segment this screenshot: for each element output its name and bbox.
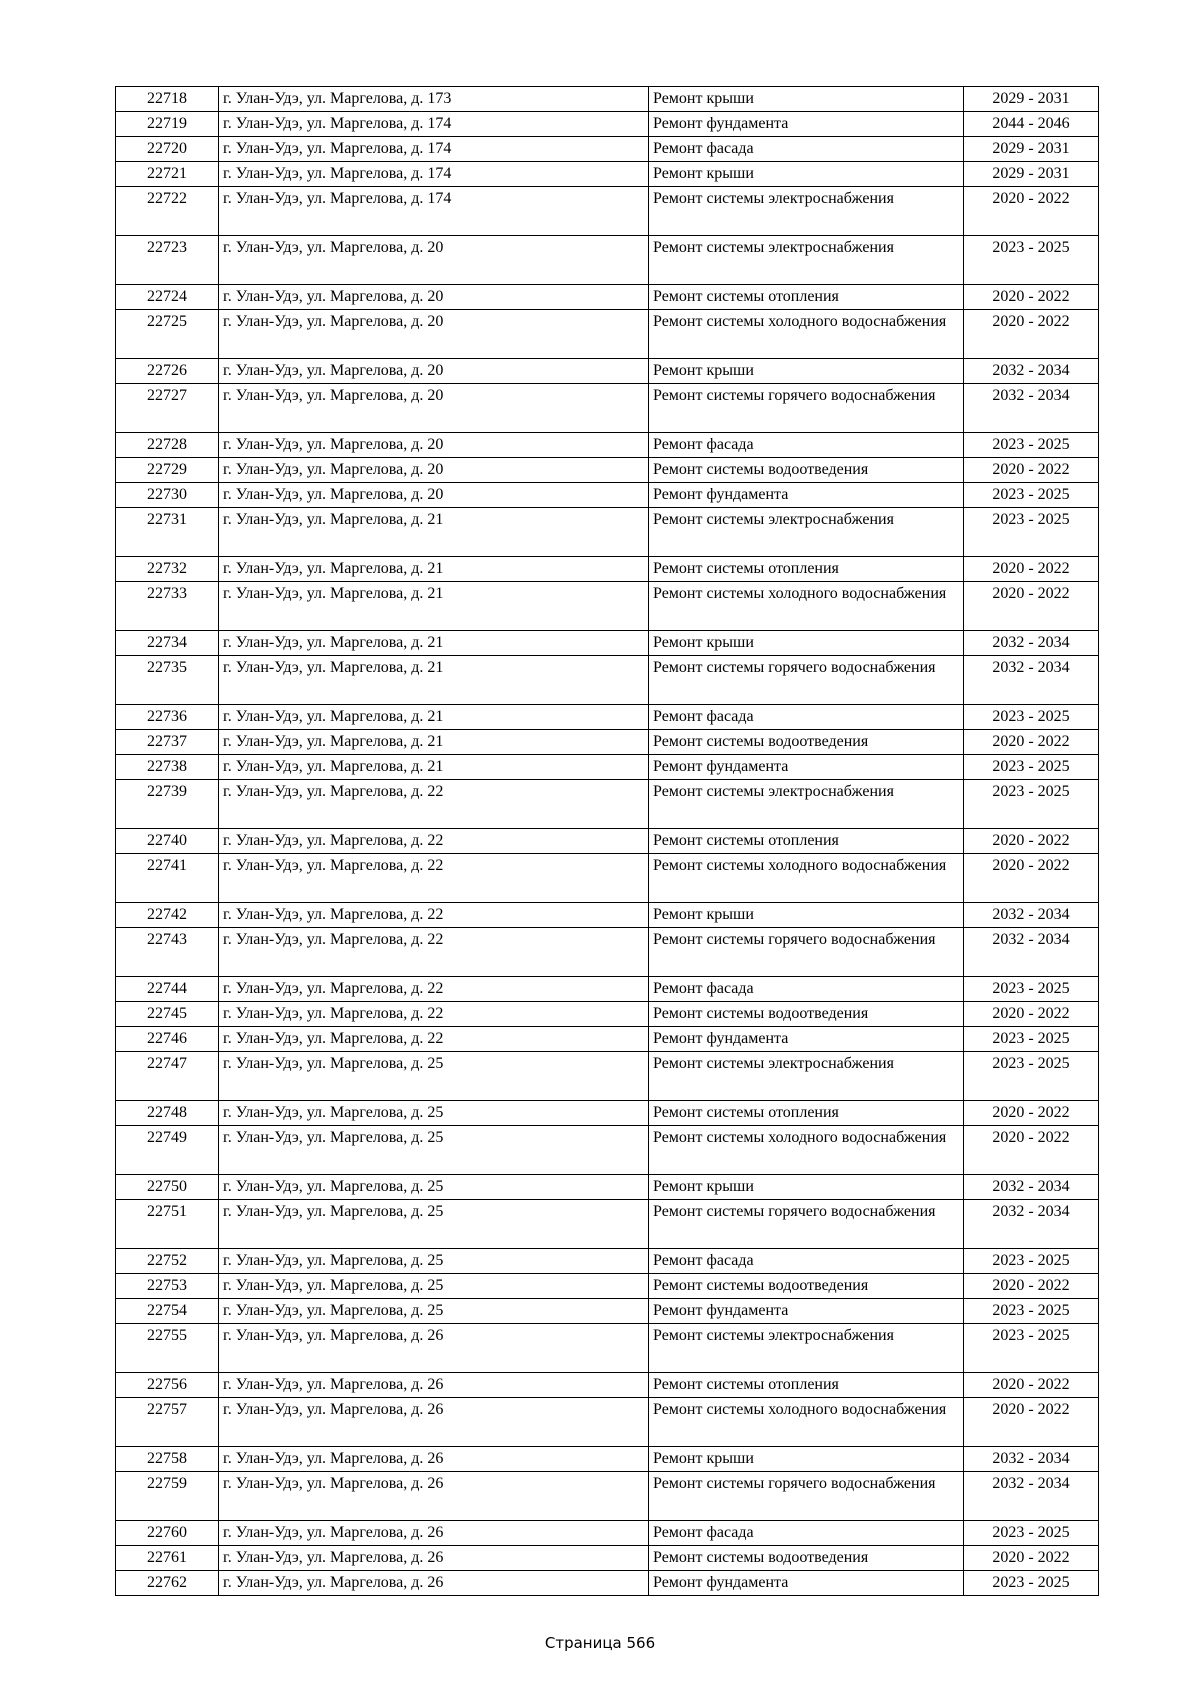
row-number-cell: 22744 — [116, 977, 219, 1002]
table-row — [116, 1324, 1099, 1373]
row-number-cell: 22738 — [116, 755, 219, 780]
table-row — [116, 1200, 1099, 1249]
row-number-cell: 22761 — [116, 1546, 219, 1571]
period-cell: 2023 - 2025 — [964, 1324, 1099, 1373]
table-row — [116, 285, 1099, 310]
table-row — [116, 1249, 1099, 1274]
row-number-cell: 22727 — [116, 384, 219, 433]
row-number-cell: 22742 — [116, 903, 219, 928]
period-cell: 2032 - 2034 — [964, 631, 1099, 656]
address-cell: г. Улан-Удэ, ул. Маргелова, д. 26 — [219, 1373, 649, 1398]
table-row — [116, 829, 1099, 854]
row-number-cell: 22735 — [116, 656, 219, 705]
table-row — [116, 1126, 1099, 1175]
table-row — [116, 1398, 1099, 1447]
period-cell: 2020 - 2022 — [964, 829, 1099, 854]
row-number-cell: 22741 — [116, 854, 219, 903]
row-number-cell: 22749 — [116, 1126, 219, 1175]
table-row — [116, 1299, 1099, 1324]
period-cell: 2020 - 2022 — [964, 1274, 1099, 1299]
address-cell: г. Улан-Удэ, ул. Маргелова, д. 22 — [219, 903, 649, 928]
address-cell: г. Улан-Удэ, ул. Маргелова, д. 20 — [219, 433, 649, 458]
table-row — [116, 903, 1099, 928]
table-row — [116, 631, 1099, 656]
period-cell: 2020 - 2022 — [964, 1373, 1099, 1398]
period-cell: 2023 - 2025 — [964, 1571, 1099, 1596]
address-cell: г. Улан-Удэ, ул. Маргелова, д. 25 — [219, 1052, 649, 1101]
address-cell: г. Улан-Удэ, ул. Маргелова, д. 20 — [219, 285, 649, 310]
period-cell: 2020 - 2022 — [964, 730, 1099, 755]
address-cell: г. Улан-Удэ, ул. Маргелова, д. 21 — [219, 656, 649, 705]
address-cell: г. Улан-Удэ, ул. Маргелова, д. 21 — [219, 557, 649, 582]
row-number-cell: 22728 — [116, 433, 219, 458]
work-type-cell: Ремонт системы горячего водоснабжения — [649, 928, 964, 977]
period-cell: 2044 - 2046 — [964, 112, 1099, 137]
period-cell: 2020 - 2022 — [964, 1126, 1099, 1175]
row-number-cell: 22757 — [116, 1398, 219, 1447]
table-row — [116, 236, 1099, 285]
repair-schedule-table — [115, 86, 1099, 1596]
period-cell: 2029 - 2031 — [964, 137, 1099, 162]
period-cell: 2020 - 2022 — [964, 310, 1099, 359]
period-cell: 2020 - 2022 — [964, 1101, 1099, 1126]
table-row — [116, 977, 1099, 1002]
address-cell: г. Улан-Удэ, ул. Маргелова, д. 20 — [219, 483, 649, 508]
work-type-cell: Ремонт фундамента — [649, 1299, 964, 1324]
table-row — [116, 310, 1099, 359]
row-number-cell: 22758 — [116, 1447, 219, 1472]
address-cell: г. Улан-Удэ, ул. Маргелова, д. 26 — [219, 1571, 649, 1596]
table-body — [116, 87, 1099, 1596]
work-type-cell: Ремонт системы электроснабжения — [649, 508, 964, 557]
address-cell: г. Улан-Удэ, ул. Маргелова, д. 25 — [219, 1101, 649, 1126]
row-number-cell: 22730 — [116, 483, 219, 508]
row-number-cell: 22752 — [116, 1249, 219, 1274]
work-type-cell: Ремонт системы холодного водоснабжения — [649, 582, 964, 631]
work-type-cell: Ремонт системы отопления — [649, 829, 964, 854]
period-cell: 2032 - 2034 — [964, 1200, 1099, 1249]
table-row — [116, 656, 1099, 705]
period-cell: 2020 - 2022 — [964, 285, 1099, 310]
table-row — [116, 458, 1099, 483]
address-cell: г. Улан-Удэ, ул. Маргелова, д. 20 — [219, 310, 649, 359]
work-type-cell: Ремонт крыши — [649, 1447, 964, 1472]
period-cell: 2023 - 2025 — [964, 508, 1099, 557]
address-cell: г. Улан-Удэ, ул. Маргелова, д. 20 — [219, 384, 649, 433]
period-cell: 2023 - 2025 — [964, 977, 1099, 1002]
table-row — [116, 730, 1099, 755]
address-cell: г. Улан-Удэ, ул. Маргелова, д. 21 — [219, 631, 649, 656]
period-cell: 2029 - 2031 — [964, 87, 1099, 112]
row-number-cell: 22732 — [116, 557, 219, 582]
work-type-cell: Ремонт крыши — [649, 162, 964, 187]
row-number-cell: 22754 — [116, 1299, 219, 1324]
work-type-cell: Ремонт крыши — [649, 631, 964, 656]
row-number-cell: 22719 — [116, 112, 219, 137]
address-cell: г. Улан-Удэ, ул. Маргелова, д. 26 — [219, 1447, 649, 1472]
address-cell: г. Улан-Удэ, ул. Маргелова, д. 22 — [219, 1027, 649, 1052]
work-type-cell: Ремонт системы водоотведения — [649, 1002, 964, 1027]
table-row — [116, 112, 1099, 137]
period-cell: 2020 - 2022 — [964, 1398, 1099, 1447]
address-cell: г. Улан-Удэ, ул. Маргелова, д. 173 — [219, 87, 649, 112]
table-row — [116, 1571, 1099, 1596]
address-cell: г. Улан-Удэ, ул. Маргелова, д. 25 — [219, 1175, 649, 1200]
row-number-cell: 22760 — [116, 1521, 219, 1546]
row-number-cell: 22729 — [116, 458, 219, 483]
table-row — [116, 928, 1099, 977]
address-cell: г. Улан-Удэ, ул. Маргелова, д. 26 — [219, 1521, 649, 1546]
table-row — [116, 384, 1099, 433]
work-type-cell: Ремонт системы электроснабжения — [649, 1324, 964, 1373]
period-cell: 2032 - 2034 — [964, 1472, 1099, 1521]
period-cell: 2023 - 2025 — [964, 1249, 1099, 1274]
address-cell: г. Улан-Удэ, ул. Маргелова, д. 26 — [219, 1546, 649, 1571]
address-cell: г. Улан-Удэ, ул. Маргелова, д. 21 — [219, 582, 649, 631]
work-type-cell: Ремонт системы горячего водоснабжения — [649, 656, 964, 705]
address-cell: г. Улан-Удэ, ул. Маргелова, д. 174 — [219, 137, 649, 162]
table-row — [116, 582, 1099, 631]
work-type-cell: Ремонт фасада — [649, 705, 964, 730]
table-row — [116, 1052, 1099, 1101]
work-type-cell: Ремонт фундамента — [649, 1027, 964, 1052]
work-type-cell: Ремонт системы водоотведения — [649, 1274, 964, 1299]
table-row — [116, 780, 1099, 829]
address-cell: г. Улан-Удэ, ул. Маргелова, д. 21 — [219, 730, 649, 755]
table-row — [116, 483, 1099, 508]
row-number-cell: 22745 — [116, 1002, 219, 1027]
row-number-cell: 22759 — [116, 1472, 219, 1521]
period-cell: 2032 - 2034 — [964, 656, 1099, 705]
row-number-cell: 22755 — [116, 1324, 219, 1373]
period-cell: 2023 - 2025 — [964, 780, 1099, 829]
work-type-cell: Ремонт крыши — [649, 87, 964, 112]
work-type-cell: Ремонт фундамента — [649, 1571, 964, 1596]
address-cell: г. Улан-Удэ, ул. Маргелова, д. 20 — [219, 359, 649, 384]
address-cell: г. Улан-Удэ, ул. Маргелова, д. 20 — [219, 236, 649, 285]
table-row — [116, 854, 1099, 903]
work-type-cell: Ремонт системы отопления — [649, 1101, 964, 1126]
table-row — [116, 1027, 1099, 1052]
row-number-cell: 22733 — [116, 582, 219, 631]
period-cell: 2020 - 2022 — [964, 187, 1099, 236]
address-cell: г. Улан-Удэ, ул. Маргелова, д. 26 — [219, 1324, 649, 1373]
period-cell: 2023 - 2025 — [964, 236, 1099, 285]
work-type-cell: Ремонт крыши — [649, 1175, 964, 1200]
period-cell: 2023 - 2025 — [964, 483, 1099, 508]
period-cell: 2020 - 2022 — [964, 557, 1099, 582]
table-row — [116, 1521, 1099, 1546]
address-cell: г. Улан-Удэ, ул. Маргелова, д. 22 — [219, 829, 649, 854]
row-number-cell: 22746 — [116, 1027, 219, 1052]
work-type-cell: Ремонт системы отопления — [649, 285, 964, 310]
period-cell: 2023 - 2025 — [964, 433, 1099, 458]
work-type-cell: Ремонт фасада — [649, 977, 964, 1002]
table-row — [116, 1447, 1099, 1472]
row-number-cell: 22740 — [116, 829, 219, 854]
address-cell: г. Улан-Удэ, ул. Маргелова, д. 22 — [219, 928, 649, 977]
work-type-cell: Ремонт крыши — [649, 359, 964, 384]
address-cell: г. Улан-Удэ, ул. Маргелова, д. 21 — [219, 705, 649, 730]
address-cell: г. Улан-Удэ, ул. Маргелова, д. 21 — [219, 508, 649, 557]
work-type-cell: Ремонт системы водоотведения — [649, 458, 964, 483]
table-row — [116, 162, 1099, 187]
work-type-cell: Ремонт системы электроснабжения — [649, 780, 964, 829]
period-cell: 2023 - 2025 — [964, 1027, 1099, 1052]
work-type-cell: Ремонт системы водоотведения — [649, 1546, 964, 1571]
address-cell: г. Улан-Удэ, ул. Маргелова, д. 25 — [219, 1200, 649, 1249]
address-cell: г. Улан-Удэ, ул. Маргелова, д. 25 — [219, 1249, 649, 1274]
row-number-cell: 22720 — [116, 137, 219, 162]
row-number-cell: 22736 — [116, 705, 219, 730]
table-row — [116, 137, 1099, 162]
row-number-cell: 22748 — [116, 1101, 219, 1126]
address-cell: г. Улан-Удэ, ул. Маргелова, д. 25 — [219, 1126, 649, 1175]
row-number-cell: 22718 — [116, 87, 219, 112]
address-cell: г. Улан-Удэ, ул. Маргелова, д. 26 — [219, 1398, 649, 1447]
period-cell: 2032 - 2034 — [964, 1175, 1099, 1200]
work-type-cell: Ремонт системы горячего водоснабжения — [649, 1200, 964, 1249]
work-type-cell: Ремонт фундамента — [649, 483, 964, 508]
period-cell: 2032 - 2034 — [964, 1447, 1099, 1472]
work-type-cell: Ремонт системы горячего водоснабжения — [649, 1472, 964, 1521]
table-row — [116, 755, 1099, 780]
row-number-cell: 22751 — [116, 1200, 219, 1249]
row-number-cell: 22739 — [116, 780, 219, 829]
work-type-cell: Ремонт системы холодного водоснабжения — [649, 1126, 964, 1175]
row-number-cell: 22726 — [116, 359, 219, 384]
row-number-cell: 22721 — [116, 162, 219, 187]
table-row — [116, 187, 1099, 236]
address-cell: г. Улан-Удэ, ул. Маргелова, д. 22 — [219, 977, 649, 1002]
period-cell: 2029 - 2031 — [964, 162, 1099, 187]
work-type-cell: Ремонт системы горячего водоснабжения — [649, 384, 964, 433]
period-cell: 2023 - 2025 — [964, 1052, 1099, 1101]
row-number-cell: 22722 — [116, 187, 219, 236]
period-cell: 2032 - 2034 — [964, 384, 1099, 433]
work-type-cell: Ремонт фундамента — [649, 755, 964, 780]
row-number-cell: 22731 — [116, 508, 219, 557]
row-number-cell: 22743 — [116, 928, 219, 977]
work-type-cell: Ремонт крыши — [649, 903, 964, 928]
table-row — [116, 557, 1099, 582]
table-row — [116, 359, 1099, 384]
row-number-cell: 22747 — [116, 1052, 219, 1101]
table-row — [116, 1101, 1099, 1126]
row-number-cell: 22734 — [116, 631, 219, 656]
table-row — [116, 433, 1099, 458]
address-cell: г. Улан-Удэ, ул. Маргелова, д. 22 — [219, 854, 649, 903]
table-row — [116, 705, 1099, 730]
period-cell: 2032 - 2034 — [964, 903, 1099, 928]
period-cell: 2020 - 2022 — [964, 1546, 1099, 1571]
work-type-cell: Ремонт фасада — [649, 1521, 964, 1546]
address-cell: г. Улан-Удэ, ул. Маргелова, д. 25 — [219, 1274, 649, 1299]
address-cell: г. Улан-Удэ, ул. Маргелова, д. 25 — [219, 1299, 649, 1324]
work-type-cell: Ремонт фасада — [649, 1249, 964, 1274]
address-cell: г. Улан-Удэ, ул. Маргелова, д. 22 — [219, 1002, 649, 1027]
table-row — [116, 1373, 1099, 1398]
address-cell: г. Улан-Удэ, ул. Маргелова, д. 174 — [219, 187, 649, 236]
work-type-cell: Ремонт системы холодного водоснабжения — [649, 854, 964, 903]
work-type-cell: Ремонт системы отопления — [649, 557, 964, 582]
address-cell: г. Улан-Удэ, ул. Маргелова, д. 174 — [219, 112, 649, 137]
work-type-cell: Ремонт системы холодного водоснабжения — [649, 310, 964, 359]
row-number-cell: 22756 — [116, 1373, 219, 1398]
table-row — [116, 1274, 1099, 1299]
work-type-cell: Ремонт системы электроснабжения — [649, 1052, 964, 1101]
period-cell: 2032 - 2034 — [964, 928, 1099, 977]
work-type-cell: Ремонт системы холодного водоснабжения — [649, 1398, 964, 1447]
row-number-cell: 22750 — [116, 1175, 219, 1200]
period-cell: 2023 - 2025 — [964, 705, 1099, 730]
address-cell: г. Улан-Удэ, ул. Маргелова, д. 26 — [219, 1472, 649, 1521]
period-cell: 2023 - 2025 — [964, 1299, 1099, 1324]
period-cell: 2020 - 2022 — [964, 1002, 1099, 1027]
table-row — [116, 508, 1099, 557]
work-type-cell: Ремонт фасада — [649, 137, 964, 162]
period-cell: 2020 - 2022 — [964, 582, 1099, 631]
address-cell: г. Улан-Удэ, ул. Маргелова, д. 22 — [219, 780, 649, 829]
row-number-cell: 22737 — [116, 730, 219, 755]
row-number-cell: 22723 — [116, 236, 219, 285]
table-row — [116, 1472, 1099, 1521]
address-cell: г. Улан-Удэ, ул. Маргелова, д. 20 — [219, 458, 649, 483]
row-number-cell: 22725 — [116, 310, 219, 359]
address-cell: г. Улан-Удэ, ул. Маргелова, д. 174 — [219, 162, 649, 187]
row-number-cell: 22753 — [116, 1274, 219, 1299]
table-row — [116, 1175, 1099, 1200]
row-number-cell: 22724 — [116, 285, 219, 310]
period-cell: 2020 - 2022 — [964, 854, 1099, 903]
table-row — [116, 1546, 1099, 1571]
work-type-cell: Ремонт системы электроснабжения — [649, 187, 964, 236]
work-type-cell: Ремонт системы водоотведения — [649, 730, 964, 755]
work-type-cell: Ремонт системы электроснабжения — [649, 236, 964, 285]
period-cell: 2023 - 2025 — [964, 1521, 1099, 1546]
period-cell: 2023 - 2025 — [964, 755, 1099, 780]
work-type-cell: Ремонт системы отопления — [649, 1373, 964, 1398]
period-cell: 2020 - 2022 — [964, 458, 1099, 483]
row-number-cell: 22762 — [116, 1571, 219, 1596]
table-row — [116, 87, 1099, 112]
period-cell: 2032 - 2034 — [964, 359, 1099, 384]
table-row — [116, 1002, 1099, 1027]
address-cell: г. Улан-Удэ, ул. Маргелова, д. 21 — [219, 755, 649, 780]
page-number: Страница 566 — [544, 1634, 656, 1652]
work-type-cell: Ремонт фасада — [649, 433, 964, 458]
work-type-cell: Ремонт фундамента — [649, 112, 964, 137]
